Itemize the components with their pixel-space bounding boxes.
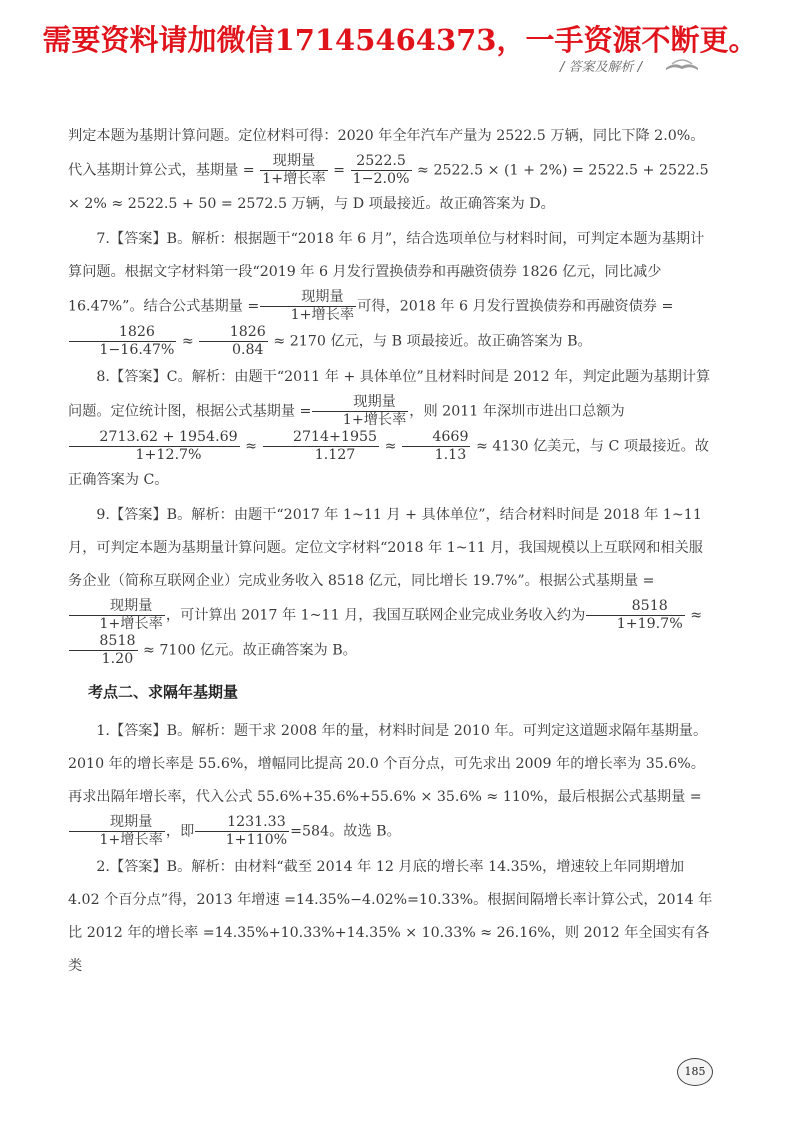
text: ，可计算出 2017 年 1~11 月，我国互联网企业完成业务收入约为 bbox=[165, 607, 586, 624]
numerator: 1826 bbox=[199, 324, 268, 342]
denominator: 1+增长率 bbox=[342, 412, 407, 428]
numerator: 现期量 bbox=[312, 394, 408, 412]
denominator: 1.13 bbox=[434, 447, 467, 463]
text: = bbox=[328, 162, 350, 179]
numerator: 2714+1955 bbox=[263, 429, 380, 447]
numerator: 8518 bbox=[586, 598, 684, 616]
denominator: 1−2.0% bbox=[352, 171, 410, 187]
fraction bbox=[351, 153, 412, 188]
denominator: 1−16.47% bbox=[99, 342, 175, 358]
denominator: 1+110% bbox=[225, 832, 288, 848]
numerator: 2522.5 bbox=[351, 153, 412, 171]
numerator: 1231.33 bbox=[195, 814, 289, 832]
numerator: 现期量 bbox=[69, 598, 165, 616]
fraction bbox=[69, 429, 240, 464]
paragraph-q8 bbox=[68, 361, 716, 497]
header-tag: / 答案及解析 / bbox=[560, 60, 643, 75]
denominator: 1+增长率 bbox=[99, 832, 163, 848]
text: ≈ bbox=[177, 333, 199, 350]
text: ≈ bbox=[380, 438, 401, 455]
text: ≈ bbox=[240, 438, 262, 455]
numerator: 1826 bbox=[69, 324, 176, 342]
watermark-banner: 需要资料请加微信17145464373，一手资源不断更。 bbox=[42, 23, 758, 57]
numerator: 8518 bbox=[69, 633, 138, 651]
text: =584。故选 B。 bbox=[290, 823, 401, 840]
fraction bbox=[69, 633, 138, 668]
numerator: 现期量 bbox=[69, 814, 165, 832]
paragraph-q7 bbox=[68, 223, 716, 359]
text: ≈ 2522.5 × (1 + 2%) = 2522.5 + 2522.5 × 2% ≈ 2522.5 + 50 = 2572.5 万辆，与 D 项最接近。故正确答案为 D。 bbox=[68, 162, 709, 212]
numerator: 4669 bbox=[402, 429, 471, 447]
text: ≈ 4130 亿美元，与 C 项最接近。故正确答案为 C。 bbox=[68, 438, 709, 488]
fraction bbox=[402, 429, 471, 464]
numerator: 现期量 bbox=[260, 289, 356, 307]
fraction bbox=[260, 289, 356, 324]
paragraph-q9 bbox=[68, 499, 716, 668]
denominator: 1+增长率 bbox=[262, 171, 326, 187]
answer-content bbox=[68, 120, 716, 983]
fraction bbox=[69, 814, 165, 849]
section-heading: 考点二、求隔年基期量 bbox=[88, 683, 239, 701]
text: 判定本题为基期计算问题。定位材料可得：2020 年全年汽车产量为 2522.5 万辆，同比下降 2.0%。代入基期计算公式，基期量 = bbox=[68, 128, 705, 179]
text: 9.【答案】B。解析：由题干“2017 年 1~11 月 + 具体单位”，结合材料时间是 2018 年 1~11 月，可判定本题为基期量计算问题。定位文字材料“2018 年 1~11 月，我国规模以上互联网和相关服务企业（简称互联网企业）完成业务收入 8518 亿元，同比增长 19.7%”。根据公式基期量 = bbox=[68, 507, 703, 589]
paragraph-s2 bbox=[68, 851, 716, 983]
page-number: 185 bbox=[677, 1058, 713, 1086]
text: 1.【答案】B。解析：题干求 2008 年的量，材料时间是 2010 年。可判定这道题求隔年基期量。2010 年的增长率是 55.6%，增幅同比提高 20.0 个百分点，可先求出 2009 年的增长率为 35.6%。再求出隔年增长率，代入公式 55.6%+35.6%+55.6% × 35.6% ≈ 110%，最后根据公式基期量 = bbox=[68, 723, 708, 805]
book-icon bbox=[662, 52, 702, 74]
text: 可得，2018 年 6 月发行置换债券和再融资债券 = bbox=[357, 298, 674, 315]
fraction bbox=[263, 429, 380, 464]
paragraph-q6-cont bbox=[68, 120, 716, 221]
text: 2.【答案】B。解析：由材料“截至 2014 年 12 月底的增长率 14.35%，增速较上年同期增加 4.02 个百分点”得，2013 年增速 =14.35%−4.02%=10.33%。根据间隔增长率计算公式，2014 年比 2012 年的增长率 =14.35%+10.33%+14.35% × 10.33% ≈ 26.16%，则 2012 年全国实有各类 bbox=[68, 859, 713, 974]
text: ≈ bbox=[685, 607, 703, 624]
fraction bbox=[69, 324, 176, 359]
text: 8.【答案】C。解析：由题干“2011 年 + 具体单位”且材料时间是 2012 年，判定此题为基期计算问题。定位统计图，根据公式基期量 = bbox=[68, 369, 711, 420]
denominator: 1+增长率 bbox=[290, 307, 355, 323]
numerator: 现期量 bbox=[260, 153, 327, 171]
text: 7.【答案】B。解析：根据题干“2018 年 6 月”，结合选项单位与材料时间，可判定本题为基期计算问题。根据文字材料第一段“2019 年 6 月发行置换债券和再融资债券 1826 亿元，同比减少 16.47%”。结合公式基期量 = bbox=[68, 231, 705, 315]
denominator: 1+19.7% bbox=[616, 616, 683, 632]
numerator: 2713.62 + 1954.69 bbox=[69, 429, 240, 447]
fraction bbox=[199, 324, 268, 359]
denominator: 1.20 bbox=[101, 651, 134, 667]
denominator: 1+12.7% bbox=[135, 447, 202, 463]
denominator: 0.84 bbox=[231, 342, 264, 358]
fraction bbox=[260, 153, 327, 188]
text: ≈ 2170 亿元，与 B 项最接近。故正确答案为 B。 bbox=[268, 333, 592, 350]
denominator: 1+增长率 bbox=[99, 616, 163, 632]
fraction bbox=[195, 814, 289, 849]
text: ，即 bbox=[165, 823, 195, 840]
denominator: 1.127 bbox=[314, 447, 356, 463]
text: ≈ 7100 亿元。故正确答案为 B。 bbox=[138, 642, 357, 659]
fraction bbox=[69, 598, 165, 633]
text: ，则 2011 年深圳市进出口总额为 bbox=[409, 403, 625, 420]
fraction bbox=[586, 598, 684, 633]
paragraph-s1 bbox=[68, 715, 716, 849]
fraction bbox=[312, 394, 408, 429]
